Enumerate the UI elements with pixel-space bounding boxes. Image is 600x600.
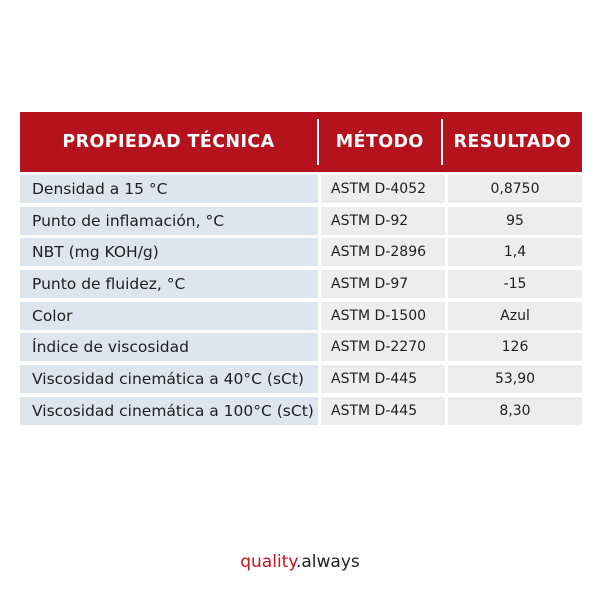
cell-property: Color bbox=[20, 302, 318, 330]
cell-property: NBT (mg KOH/g) bbox=[20, 238, 318, 266]
cell-result: 95 bbox=[448, 207, 582, 235]
cell-method: ASTM D-2270 bbox=[321, 333, 445, 361]
table-row bbox=[20, 397, 582, 425]
table-row bbox=[20, 238, 582, 266]
cell-method: ASTM D-445 bbox=[321, 365, 445, 393]
cell-method: ASTM D-1500 bbox=[321, 302, 445, 330]
cell-result: 0,8750 bbox=[448, 175, 582, 203]
cell-result: Azul bbox=[448, 302, 582, 330]
cell-method: ASTM D-2896 bbox=[321, 238, 445, 266]
cell-result: 126 bbox=[448, 333, 582, 361]
cell-property: Viscosidad cinemática a 100°C (sCt) bbox=[20, 397, 318, 425]
cell-result: 1,4 bbox=[448, 238, 582, 266]
table-body bbox=[20, 172, 582, 425]
cell-property: Índice de viscosidad bbox=[20, 333, 318, 361]
table-header bbox=[20, 112, 582, 172]
table-row bbox=[20, 365, 582, 393]
brand-logo bbox=[0, 552, 600, 572]
header-property: PROPIEDAD TÉCNICA bbox=[62, 132, 275, 152]
cell-method: ASTM D-4052 bbox=[321, 175, 445, 203]
table-row bbox=[20, 302, 582, 330]
table-row bbox=[20, 333, 582, 361]
cell-method: ASTM D-92 bbox=[321, 207, 445, 235]
cell-property: Punto de inflamación, °C bbox=[20, 207, 318, 235]
table-row bbox=[20, 270, 582, 298]
technical-properties-table bbox=[20, 112, 582, 429]
cell-property: Viscosidad cinemática a 40°C (sCt) bbox=[20, 365, 318, 393]
header-result: RESULTADO bbox=[453, 132, 572, 152]
brand-logo-quality: quality bbox=[240, 552, 296, 572]
cell-result: -15 bbox=[448, 270, 582, 298]
table-row bbox=[20, 207, 582, 235]
cell-property: Punto de fluidez, °C bbox=[20, 270, 318, 298]
cell-result: 8,30 bbox=[448, 397, 582, 425]
cell-property: Densidad a 15 °C bbox=[20, 175, 318, 203]
cell-method: ASTM D-97 bbox=[321, 270, 445, 298]
cell-method: ASTM D-445 bbox=[321, 397, 445, 425]
cell-result: 53,90 bbox=[448, 365, 582, 393]
brand-logo-always: .always bbox=[295, 552, 360, 572]
table-row bbox=[20, 175, 582, 203]
header-method: MÉTODO bbox=[335, 132, 424, 152]
